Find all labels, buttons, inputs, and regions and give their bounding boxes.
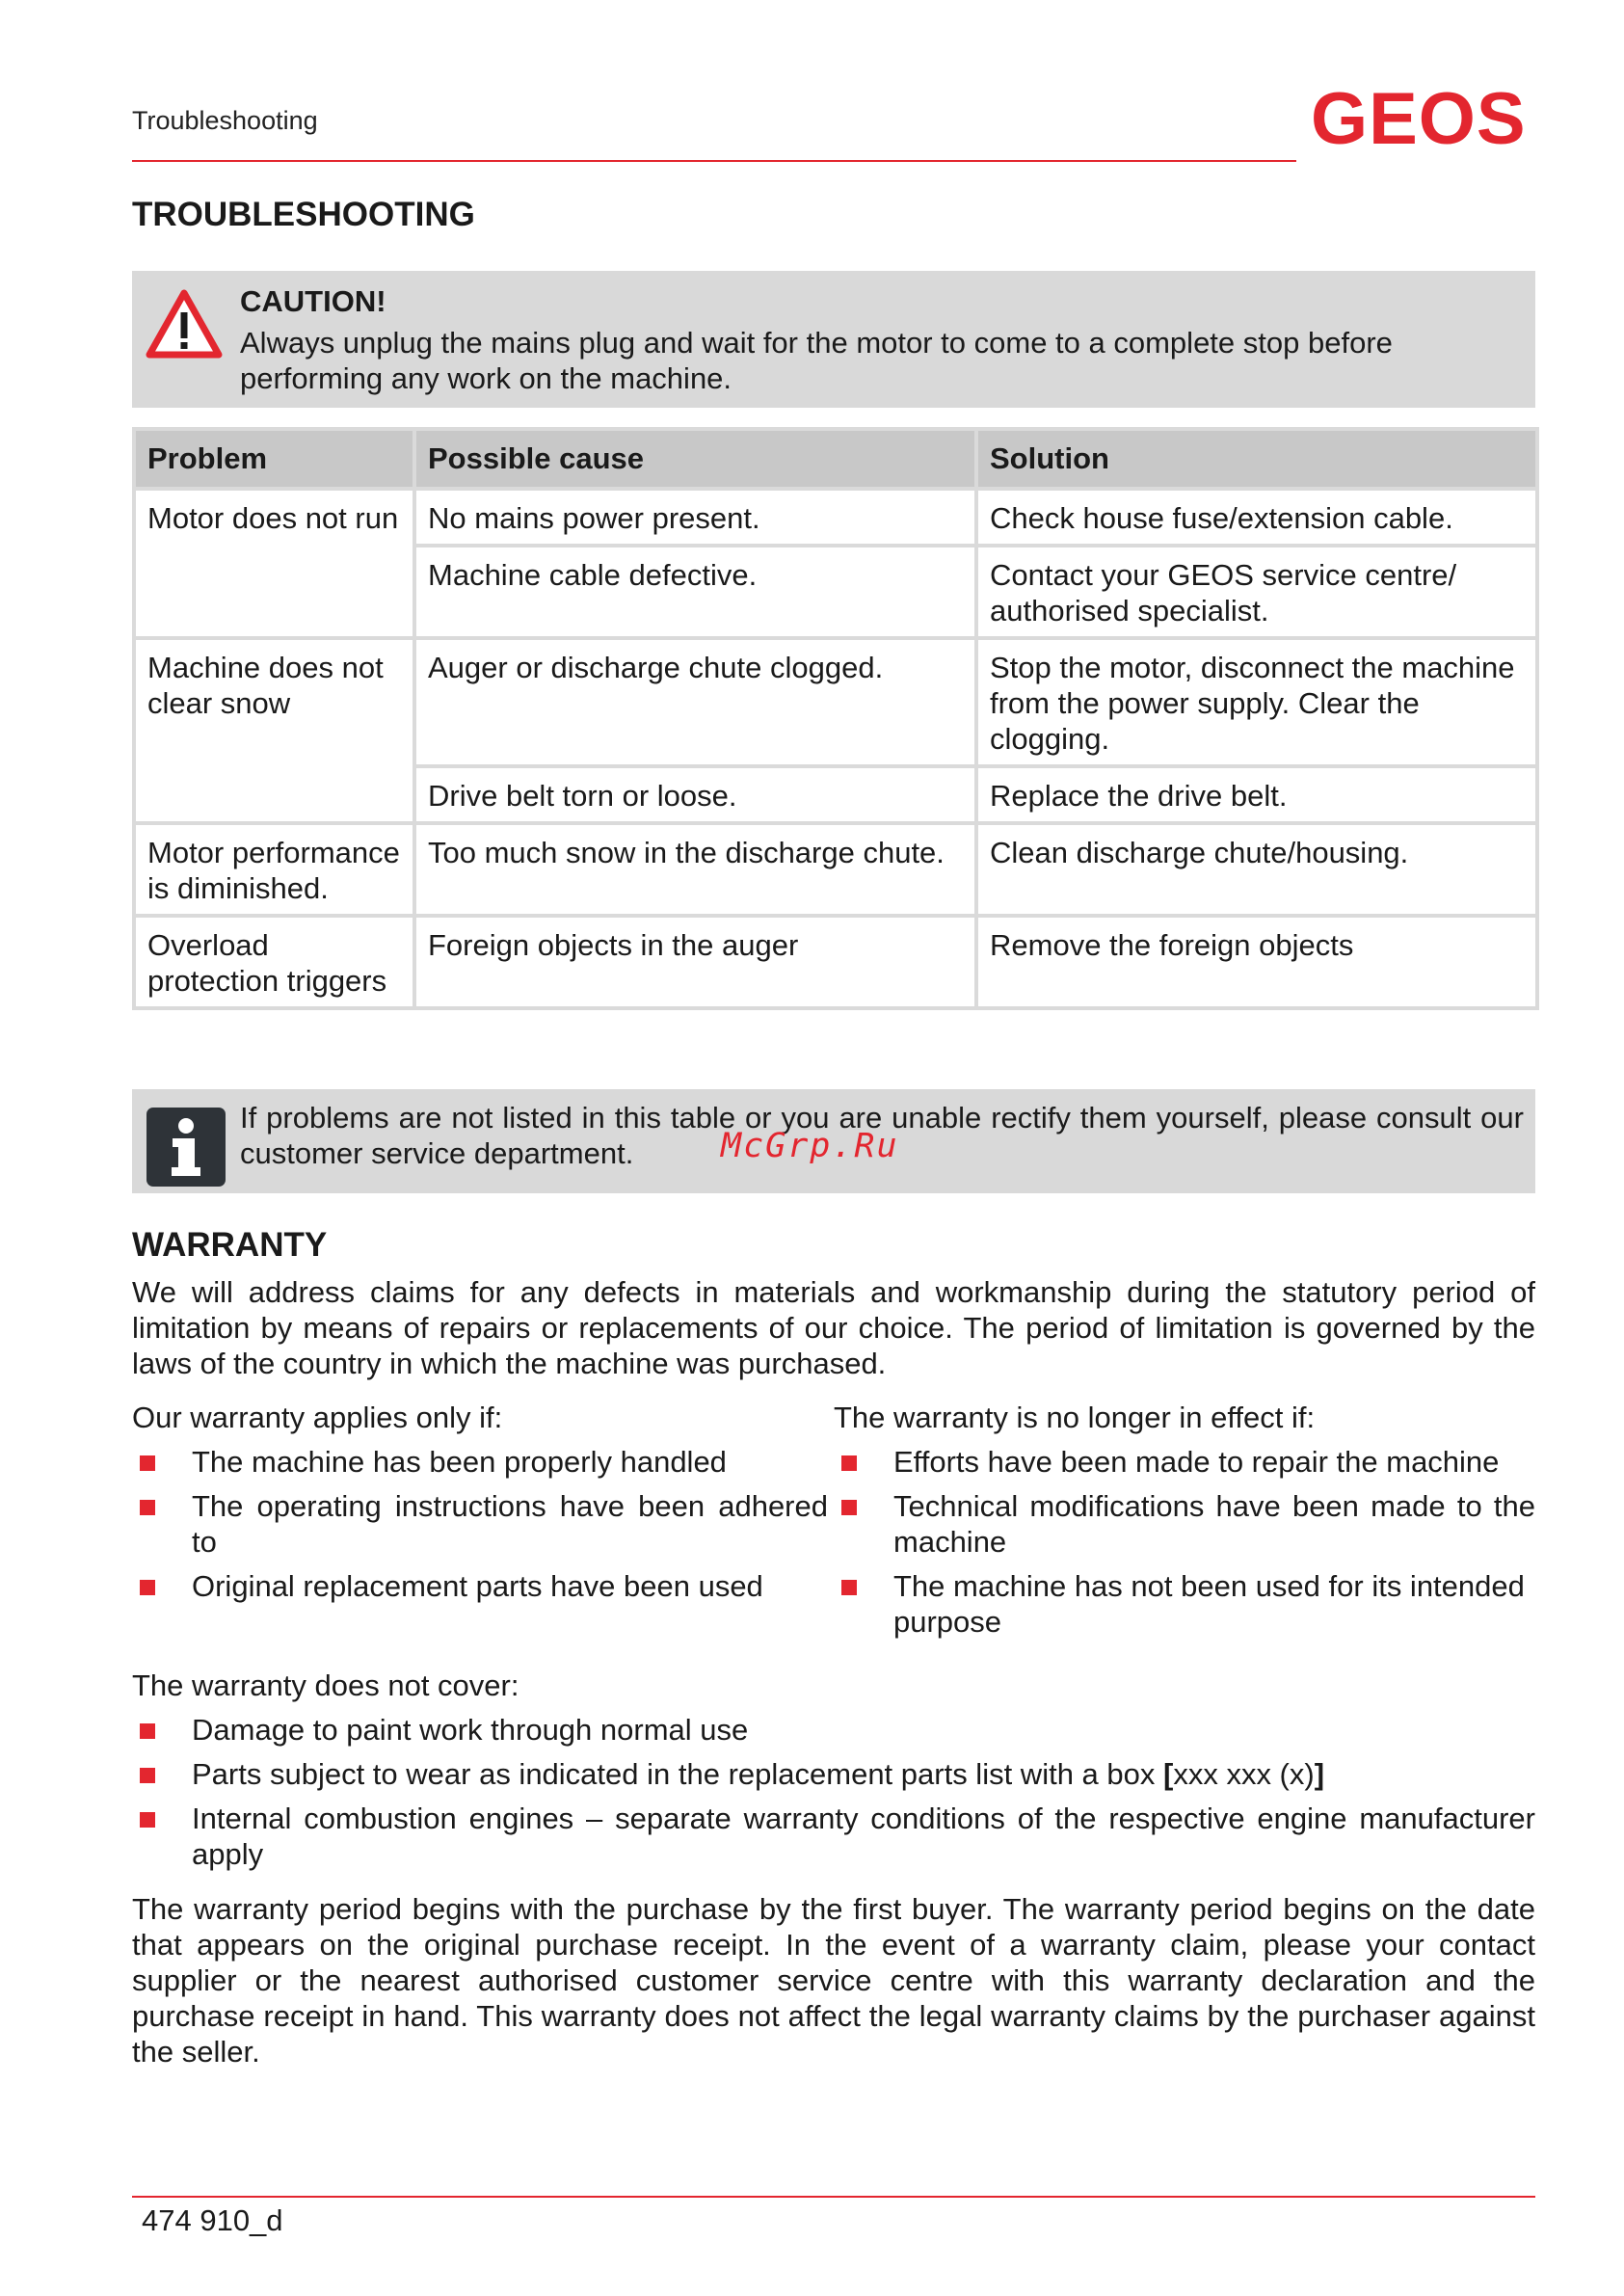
cause-cell: No mains power present.	[414, 489, 976, 546]
caution-box	[132, 271, 1535, 408]
bullet-icon	[841, 1455, 857, 1471]
troubleshooting-table	[132, 427, 1539, 1010]
warranty-intro: We will address claims for any defects in materials and workmanship during the statutory period of limitation by means of repairs or replacements of our choice. The period of limitation is governed by the laws of the country in which the machine was purchased.	[132, 1275, 1535, 1380]
warranty-closing: The warranty period begins with the purchase by the first buyer. The warranty period begins on the date that appears on the original purchase receipt. In the event of a warranty claim, please your contact supplier or the nearest authorised customer service centre with this warranty declaration and the purchase receipt in hand. This warranty does not affect the legal warranty claims by the purchaser against the seller.	[132, 1892, 1535, 2069]
bullet-icon	[841, 1580, 857, 1595]
info-icon	[146, 1108, 226, 1187]
list-item: The machine has been properly handled	[132, 1444, 828, 1480]
solution-cell: Stop the motor, disconnect the machine from the power supply. Clear the clogging.	[976, 638, 1537, 766]
list-item: Original replacement parts have been used	[132, 1568, 828, 1604]
list-item: Internal combustion engines – separate warranty conditions of the respective engine manufacturer apply	[132, 1801, 1535, 1872]
cause-cell: Foreign objects in the auger	[414, 916, 976, 1008]
list-item: Parts subject to wear as indicated in the replacement parts list with a box [xxx xxx (x)]	[132, 1756, 1535, 1792]
void-list	[834, 1444, 1535, 1648]
warranty-heading: WARRANTY	[132, 1226, 328, 1264]
bullet-icon	[140, 1723, 155, 1739]
table-row	[134, 489, 1537, 546]
list-item: Damage to paint work through normal use	[132, 1712, 1535, 1748]
watermark: McGrp.Ru	[721, 1127, 899, 1165]
not-cover-title: The warranty does not cover:	[132, 1669, 519, 1702]
bullet-icon	[140, 1580, 155, 1595]
solution-cell: Contact your GEOS service centre/ authorised specialist.	[976, 546, 1537, 638]
cause-cell: Drive belt torn or loose.	[414, 766, 976, 823]
header-rule	[132, 160, 1296, 162]
warning-triangle-icon	[145, 288, 224, 360]
table-row	[134, 638, 1537, 766]
problem-cell: Overload protection triggers	[134, 916, 414, 1008]
document-code: 474 910_d	[142, 2203, 283, 2237]
geos-logo: GEOS	[1311, 78, 1527, 160]
bullet-icon	[140, 1500, 155, 1515]
caution-text: Always unplug the mains plug and wait for the motor to come to a complete stop before performing any work on the machine.	[240, 326, 1393, 395]
table-row	[134, 916, 1537, 1008]
troubleshooting-heading: TROUBLESHOOTING	[132, 196, 475, 233]
solution-cell: Check house fuse/extension cable.	[976, 489, 1537, 546]
applies-list	[132, 1444, 828, 1613]
applies-title: Our warranty applies only if:	[132, 1401, 503, 1434]
bullet-icon	[140, 1768, 155, 1783]
not-cover-list	[132, 1712, 1535, 1881]
list-item: Technical modifications have been made to the machine	[834, 1488, 1535, 1560]
list-item: The machine has not been used for its intended purpose	[834, 1568, 1535, 1640]
bullet-icon	[140, 1812, 155, 1828]
bullet-icon	[841, 1500, 857, 1515]
table-row	[134, 823, 1537, 916]
info-text: If problems are not listed in this table or you are unable rectify them yourself, please consult our customer service department.	[240, 1101, 1524, 1170]
list-item: The operating instructions have been adhered to	[132, 1488, 828, 1560]
col-header-solution: Solution	[976, 429, 1537, 489]
problem-cell: Motor does not run	[134, 489, 414, 638]
solution-cell: Clean discharge chute/housing.	[976, 823, 1537, 916]
col-header-cause: Possible cause	[414, 429, 976, 489]
col-header-problem: Problem	[134, 429, 414, 489]
cause-cell: Auger or discharge chute clogged.	[414, 638, 976, 766]
problem-cell: Motor performance is diminished.	[134, 823, 414, 916]
void-title: The warranty is no longer in effect if:	[834, 1401, 1316, 1434]
table-header-row	[134, 429, 1537, 489]
cause-cell: Machine cable defective.	[414, 546, 976, 638]
solution-cell: Replace the drive belt.	[976, 766, 1537, 823]
footer-rule	[132, 2196, 1535, 2198]
solution-cell: Remove the foreign objects	[976, 916, 1537, 1008]
bullet-icon	[140, 1455, 155, 1471]
problem-cell: Machine does not clear snow	[134, 638, 414, 823]
cause-cell: Too much snow in the discharge chute.	[414, 823, 976, 916]
header-section-label: Troubleshooting	[132, 106, 318, 135]
list-item: Efforts have been made to repair the machine	[834, 1444, 1535, 1480]
caution-title: CAUTION!	[240, 284, 386, 318]
